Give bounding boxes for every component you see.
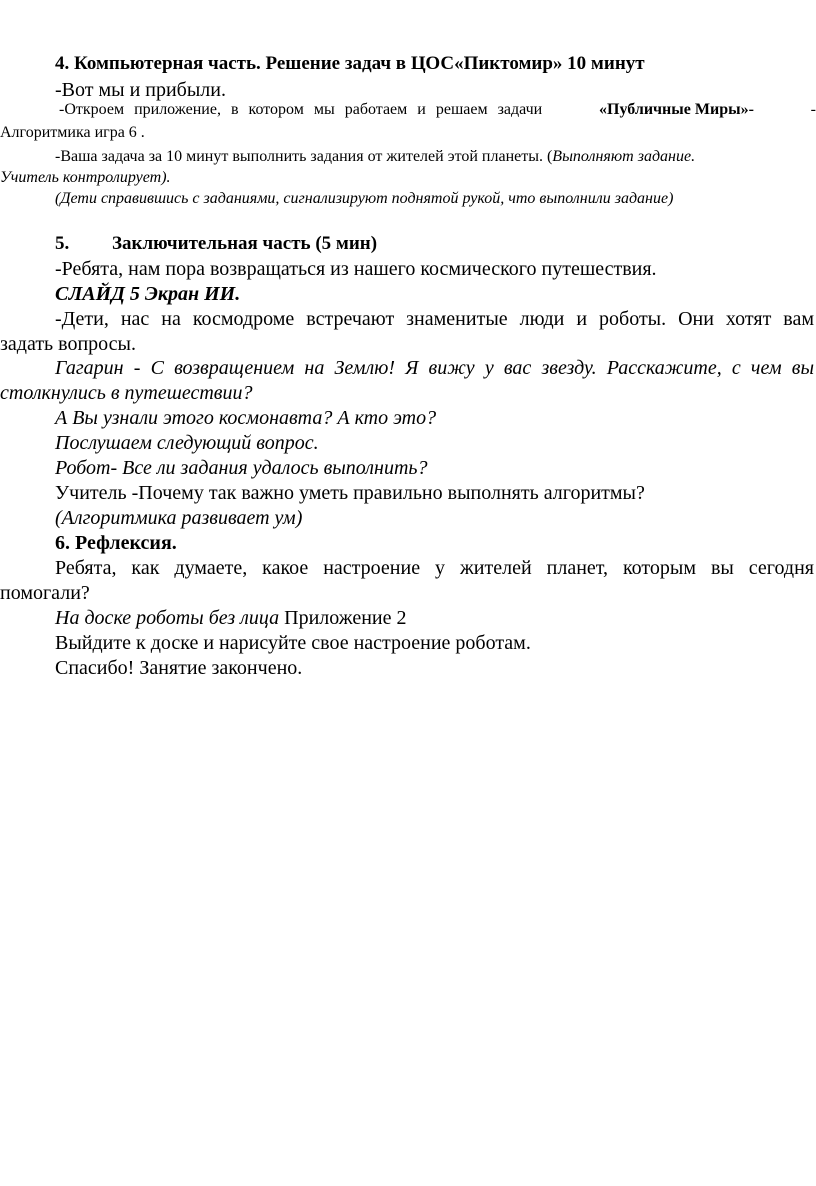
section-4-line-3: Алгоритмика игра 6 .	[0, 124, 145, 141]
section-5-line-3a: Гагарин - С возвращением на Землю! Я вижу у вас звезду. Расскажите, с чем вы	[55, 357, 814, 379]
section-4-line-2-text: -Откроем приложение, в котором мы работаем и решаем задачи	[59, 101, 543, 118]
section-5-line-7: Учитель -Почему так важно уметь правильно выполнять алгоритмы?	[55, 482, 645, 504]
section-4-line-5: Учитель контролирует).	[0, 169, 171, 186]
section-5-line-6: Робот- Все ли задания удалось выполнить?	[55, 457, 428, 479]
section-5-line-8: (Алгоритмика развивает ум)	[55, 507, 303, 529]
section-4-heading: 4. Компьютерная часть. Решение задач в ЦОС«Пиктомир» 10 минут	[55, 53, 645, 74]
section-5-line-2a: -Дети, нас на космодроме встречают знаменитые люди и роботы. Они хотят вам	[55, 308, 814, 330]
section-4-line-4-italic: Выполняют задание.	[552, 148, 696, 165]
section-4-line-4-text: -Ваша задача за 10 минут выполнить задания от жителей этой планеты. (	[55, 148, 553, 165]
section-6-line-3: Выйдите к доске и нарисуйте свое настроение роботам.	[55, 632, 531, 654]
section-5-heading: Заключительная часть (5 мин)	[112, 233, 378, 254]
section-5-line-1: -Ребята, нам пора возвращаться из нашего космического путешествия.	[55, 258, 657, 280]
section-6-line-4: Спасибо! Занятие закончено.	[55, 657, 303, 679]
section-4-line-2-bold: «Публичные Миры»-	[599, 101, 754, 118]
section-5-line-2b: задать вопросы.	[0, 333, 136, 355]
section-5-line-3b: столкнулись в путешествии?	[0, 382, 253, 404]
section-6-line-2-rest: Приложение 2	[279, 607, 407, 629]
section-4-line-6: (Дети справившись с заданиями, сигнализируют поднятой рукой, что выполнили задание)	[55, 190, 674, 207]
section-5-line-4: А Вы узнали этого космонавта? А кто это?	[55, 407, 437, 429]
section-6-line-2	[55, 607, 406, 630]
section-6-line-2-italic: На доске роботы без лица	[55, 607, 280, 629]
section-5-slide: СЛАЙД 5 Экран ИИ.	[55, 283, 241, 305]
section-4-line-2-dash: -	[810, 101, 816, 118]
section-5-number: 5.	[55, 233, 70, 254]
section-4-line-1: -Вот мы и прибыли.	[55, 79, 226, 101]
section-5-line-5: Послушаем следующий вопрос.	[55, 432, 319, 454]
section-4-line-2	[59, 101, 816, 119]
section-6-line-1b: помогали?	[0, 582, 90, 604]
section-4-line-4	[55, 148, 695, 166]
section-6-line-1a: Ребята, как думаете, какое настроение у жителей планет, которым вы сегодня	[55, 557, 814, 579]
section-6-heading: 6. Рефлексия.	[55, 532, 177, 554]
